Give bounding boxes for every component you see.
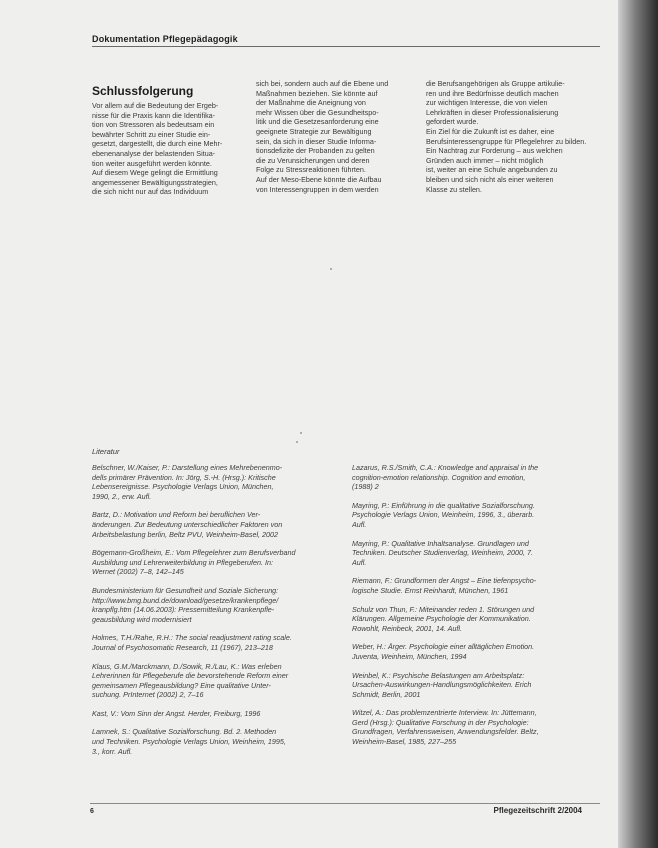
reference-entry [92,709,344,719]
reference-line: Aufl. [352,519,367,529]
reference-line: Kast, V.: Vom Sinn der Angst. Herder, Freiburg, 1996 [92,708,261,718]
reference-line: Schmidt, Berlin, 2001 [352,689,421,699]
reference-entry [92,586,344,624]
running-header: Dokumentation Pflegepädagogik [92,34,238,44]
reference-line: Schulz von Thun, F.: Miteinander reden 1. Störungen und [352,604,535,614]
text-line: litik und die Gesetzesanforderung eine [256,117,379,127]
reference-line: gemeinsamen Pflegeausbildung? Eine qualitative Unter- [92,680,271,690]
page-number: 6 [90,808,94,815]
reference-line: Lamnek, S.: Qualitative Sozialforschung. Bd. 2. Methoden [92,727,277,737]
text-line: Lehrkräften in dieser Professionalisierung [426,107,559,117]
reference-line: kranpflg.htm (14.06.2003): Pressemitteilung Krankenpfle- [92,605,275,615]
reference-line: Lehrerinnen für Pflegeberufe die bevorstehende Reform einer [92,671,289,681]
text-line: Vor allem auf die Bedeutung der Ergeb- [92,101,219,110]
text-line: der Maßnahme die Aneignung von [256,98,366,108]
reference-line: Weinheim-Basel, 1985, 227–255 [352,737,457,747]
text-line: gesetzt, dargestellt, die durch eine Mehr- [92,139,223,149]
text-line: sich bei, sondern auch auf die Ebene und [256,79,389,88]
reference-entry [352,708,602,746]
reference-line: und Techniken. Psychologie Verlags Union, Weinheim, 1995, [92,737,286,747]
reference-line: änderungen. Zur Bedeutung unterschiedlicher Faktoren von [92,519,283,529]
reference-entry [92,727,344,756]
reference-line: http://www.bmg.bund.de/download/gesetze/krankenpflege/ [92,595,279,605]
reference-entry [352,539,602,568]
text-line: die sich nicht nur auf das Individuum [92,187,209,197]
reference-line: Weber, H.: Ärger. Psychologie einer alltäglichen Emotion. [352,642,535,652]
reference-line: Arbeitsbelastung berlin, Beltz PVU, Weinheim-Basel, 2002 [92,529,279,539]
text-line: tionsdefizite der Probanden zu gelten [256,146,375,156]
reference-line: Gerd (Hrsg.): Qualitative Forschung in der Psychologie: [352,717,529,727]
text-line: Klasse zu stellen. [426,184,482,194]
reference-entry [352,605,602,634]
footer-divider [90,803,600,804]
reference-line: Witzel, A.: Das problemzentrierte Interview. In: Jüttemann, [352,708,537,718]
scan-speck [296,441,298,443]
text-column-3 [426,79,598,194]
reference-line: Lazarus, R.S./Smith, C.A.: Knowledge and appraisal in the [352,463,539,472]
reference-line: Bartz, D.: Motivation und Reform bei beruflichen Ver- [92,510,261,520]
reference-line: suchung. PrInternet (2002) 2, 7–16 [92,690,204,700]
text-line: tion weiter ausgeführt werden könnte. [92,158,212,168]
text-line: mehr Wissen über die Gesundheitspo- [256,107,379,117]
reference-line: Holmes, T.H./Rahe, R.H.: The social readjustment rating scale. [92,633,292,643]
literature-heading: Literatur [92,447,120,456]
text-line: von Interessengruppen in dem werden [256,184,379,194]
reference-entry [352,501,602,530]
reference-line: Aufl. [352,557,367,567]
reference-line: Riemann, F.: Grundformen der Angst – Eine tiefenpsycho- [352,576,537,586]
reference-entry [92,463,344,501]
text-line: angemessener Bewältigungsstrategien, [92,177,218,187]
reference-line: Juventa, Weinheim, München, 1994 [352,651,467,661]
reference-entry [92,633,344,652]
text-column-2 [256,79,410,194]
text-line: ist, weiter an eine Schule angebunden zu [426,165,558,175]
reference-line: Mayring, P.: Qualitative Inhaltsanalyse. Grundlagen und [352,538,529,548]
reference-line: Rowohlt, Reinbeck, 2001, 14. Aufl. [352,623,463,633]
reference-line: Bögemann-Großheim, E.: Vom Pflegelehrer zum Berufsverband [92,548,296,558]
reference-line: geausbildung wird modernisiert [92,614,192,624]
reference-line: Mayring, P.: Einführung in die qualitative Sozialforschung. [352,500,535,510]
reference-entry [352,642,602,661]
reference-line: logische Studie. Ernst Reinhardt, München, 1961 [352,585,509,595]
text-line: bleiben und sich nicht als einer weiteren [426,174,554,184]
text-line: nisse für die Praxis kann die Identifika- [92,110,216,120]
reference-entry [92,662,344,700]
text-line: gefordert wurde. [426,117,479,127]
text-line: Auf diesem Wege gelingt die Ermittlung [92,168,218,178]
reference-line: Ausbildung und Lehrerweiterbildung in Pflegeberufen. In: [92,557,274,567]
reference-line: Grundfragen, Verfahrensweisen, Anwendungsfelder. Beltz, [352,727,539,737]
text-line: die zu Verunsicherungen und deren [256,155,370,165]
reference-line: Weinbel, K.: Psychische Belastungen am Arbeitsplatz: [352,670,525,680]
reference-line: Klaus, G.M./Marckmann, D./Sowik, R./Lau, K.: Was erleben [92,661,282,671]
text-line: Ein Ziel für die Zukunft ist es daher, eine [426,126,555,136]
text-line: Auf der Meso-Ebene könnte die Aufbau [256,174,382,184]
text-line: Folge zu Stressreaktionen führten. [256,165,366,175]
reference-line: 1990, 2., erw. Aufl. [92,491,152,501]
scan-speck [300,432,302,434]
text-line: Ein Nachtrag zur Forderung – aus welchen [426,146,563,156]
reference-line: Ursachen-Auswirkungen-Handlungsmöglichkeiten. Erich [352,680,532,690]
section-heading: Schlussfolgerung [92,84,194,98]
reference-entry [352,576,602,595]
reference-entry [92,548,344,577]
text-line: ren und ihre Bedürfnisse deutlich machen [426,88,559,98]
text-line: Maßnahmen beziehen. Sie könnte auf [256,88,378,98]
reference-line: dells primärer Prävention. In: Jörg, S.-H. (Hrsg.): Kritische [92,472,276,482]
reference-line: (1988) 2 [352,482,379,492]
reference-list-right [352,463,602,756]
text-line: Gründen auch immer – nicht möglich [426,155,544,165]
reference-line: Lebensereignisse. Psychologie Verlags Union, München, [92,482,274,492]
reference-list-left [92,463,344,765]
text-line: bewährter Schritt zu einer Studie ein- [92,129,211,139]
reference-entry [92,510,344,539]
reference-line: cognition-emotion relationship. Cognition and emotion, [352,472,526,482]
text-line: Berufsinteressengruppe für Pflegelehrer zu bilden. [426,136,587,146]
reference-line: Belschner, W./Kaiser, P.: Darstellung eines Mehrebenenmo- [92,463,283,472]
reference-line: Klärungen. Allgemeine Psychologie der Kommunikation. [352,614,531,624]
reference-line: Wernet (2002) 7–8, 142–145 [92,567,184,577]
reference-line: Psychologie Verlags Union, Weinheim, 1996, 3., überarb. [352,510,535,520]
text-line: geeignete Strategie zur Bewältigung [256,126,372,136]
reference-entry [352,463,602,492]
scan-border [618,0,658,848]
header-divider [92,46,600,47]
reference-line: 3., korr. Aufl. [92,746,133,756]
text-line: sein, da sich in dieser Studie Informa- [256,136,377,146]
scan-speck [330,268,332,270]
reference-line: Bundesministerium für Gesundheit und Soziale Sicherung: [92,585,279,595]
text-line: tion von Stressoren als bedeutsam ein [92,120,215,130]
text-line: die Berufsangehörigen als Gruppe artikulie- [426,79,565,88]
text-line: zur wichtigen Interesse, die von vielen [426,98,548,108]
reference-entry [352,671,602,700]
text-line: ebenenanalyse der belastenden Situa- [92,148,216,158]
reference-line: Techniken. Deutscher Studienverlag, Weinheim, 2000, 7. [352,548,533,558]
reference-line: Journal of Psychosomatic Research, 11 (1967), 213–218 [92,642,273,652]
text-column-1 [92,101,242,197]
journal-footer: Pflegezeitschrift 2/2004 [493,806,582,815]
